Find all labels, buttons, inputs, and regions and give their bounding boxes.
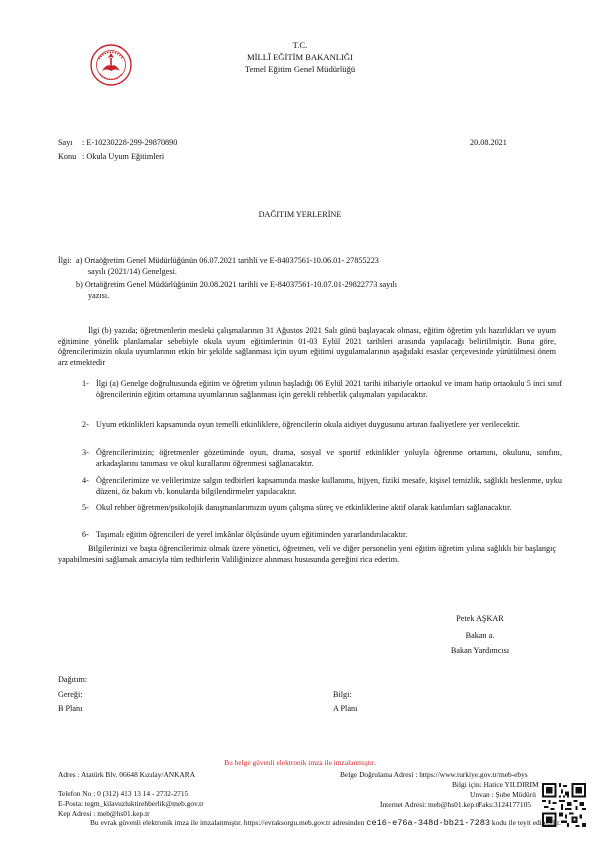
footer-address: Adres : Atatürk Blv. 06648 Kızılay/ANKARA (58, 770, 196, 779)
list-item-text: Öğrencilerimize ve velilerimize salgın tedbirleri kapsamında maske kullanımı, hijyen, fiziki mesafe, kişisel temizlik, sağlıklı beslenme, uyku düzeni, öz bakım vb. konularda bilgilendirmeler yapılacaktır. (96, 476, 562, 496)
header-directorate: Temel Eğitim Genel Müdürlüğü (244, 64, 356, 74)
ministry-seal-logo (90, 44, 132, 86)
sayi-value: : E-10230228-299-29870890 (82, 138, 178, 147)
ilgi-b-line2: yazısı. (88, 291, 110, 300)
konu-value: : Okula Uyum Eğitimleri (82, 152, 165, 161)
list-item-text: Okul rehber öğretmen/psikolojik danışmanlarımızın uyum çalışma süreç ve etkinliklerine aktif olarak katılımları sağlanacaktır. (96, 503, 512, 512)
distribution-title: Dağıtım: (58, 675, 88, 684)
verification-code: ce16-e76a-348d-bb21-7283 (366, 818, 491, 828)
footer-kep: Kep Adresi : meb@hs01.kep.tr (58, 809, 150, 818)
list-item-text: Öğrencilerimizin; öğretmenler gözetiminde oyun, drama, sosyal ve sportif etkinlikler yoluyla öğrenme ortamını, okulunu, sınıfını, arkadaşlarını tanıması ve okul kurallarını öğrenmesi sağlanacaktır. (96, 448, 562, 468)
list-item-text: Uyum etkinlikleri kapsamında oyun temelli etkinliklere, öğrencilerin okula aidiyet duygusunu artıran faaliyetlere yer verilecektir. (96, 420, 521, 429)
list-item-number: 5- (82, 503, 89, 512)
list-item-number: 2- (82, 420, 89, 429)
ilgi-a-line2: sayılı (2021/14) Genelgesi. (88, 267, 177, 276)
sayi-label: Sayı (58, 138, 73, 147)
ilgi-label: İlgi: (58, 256, 72, 265)
footer-verification-post: kodu ile teyit edilebilir. (491, 818, 561, 827)
konu-label: Konu (58, 152, 77, 161)
footer-unvan: Unvan : Şube Müdürü (470, 790, 536, 799)
footer-verify: Belge Doğrulama Adresi : https://www.turkiye.gov.tr/meb-ebys (340, 770, 528, 779)
header-tc: T.C. (292, 40, 308, 50)
footer-internet: İnternet Adresi: meb@hs01.kep.tr (380, 800, 481, 809)
signatory-proxy: Bakan a. (465, 631, 495, 640)
distribution-gereği-value: B Planı (58, 704, 83, 713)
distribution-gereği-label: Gereği: (58, 690, 83, 699)
sayi-row (58, 138, 177, 149)
list-item-text: İlgi (a) Genelge doğrultusunda eğitim ve öğretim yılının başladığı 06 Eylül 2021 tarihi itibariyle ortaokul ve imam hatip ortaokulu 5 inci sınıf öğrencilerinin eğitim ortamına uyumlarının sağlanması için gerekli rehberlik çalışmaları yapılacaktır. (96, 379, 562, 399)
footer-email: E-Posta: tegm_kilavuzluktirehberlik@meb.gov.tr (58, 799, 204, 808)
recipient-heading: DAĞITIM YERLERİNE (258, 210, 342, 219)
konu-row (58, 152, 164, 163)
list-item-number: 4- (82, 476, 89, 485)
footer-verification-pre: Bu evrak güvenli elektronik imza ile imzalanmıştır. https://evraksorgu.meb.gov.tr adresinden (90, 818, 365, 827)
header-ministry: MİLLÎ EĞİTİM BAKANLIĞI (247, 52, 353, 62)
ilgi-a-line1: a) Ortaöğretim Genel Müdürlüğünün 06.07.2021 tarihli ve E-84037561-10.06.01- 27855223 (76, 256, 379, 265)
body-paragraph-1: İlgi (b) yazıda; öğretmenlerin mesleki çalışmalarının 31 Ağustos 2021 Salı günü başlayacak olması, eğitim öğretim yılı hazırlıkları ve uyum eğitimine yönelik planlamalar sebebiyle okula uyum eğitimlerinin 01-03 Eylül 2021 tarihleri arasında yapılacağı belirtilmiştir. Buna göre, öğrencilerimizin okula uyumlarının etkin bir şekilde sağlanması için uyum eğitimi uygulamalarının aşağıdaki esaslar çerçevesinde yürütülmesi önem arz etmektedir (58, 326, 556, 367)
signatory-name: Petek AŞKAR (456, 614, 504, 623)
footer-info: Bilgi için: Hatice YILDIRIM (452, 780, 539, 789)
footer-fax: Faks:3124177105 (478, 800, 531, 809)
distribution-bilgi-value: A Planı (333, 704, 358, 713)
footer-phone: Telefon No : 0 (312) 413 13 14 - 2732-2715 (58, 789, 189, 798)
distribution-bilgi-label: Bilgi: (333, 690, 352, 699)
esign-notice: Bu belge güvenli elektronik imza ile imzalanmıştır. (224, 758, 376, 767)
signatory-title: Bakan Yardımcısı (450, 646, 510, 655)
body-paragraph-2: Bilgilerinizi ve başta öğrencilerimiz olmak üzere yönetici, öğretmen, veli ve diğer personelin yeni eğitim öğretim yılına sağlıklı bir başlangıç yapabilmesini sağlamak amacıyla tüm tedbirlerin Valiliğinizce alınması hususunda gereğini rica ederim. (58, 544, 556, 564)
ilgi-b-line1: b) Ortaöğretim Genel Müdürlüğünün 20.08.2021 tarihli ve E-84037561-10.07.01-29822773 sayılı (76, 280, 398, 289)
footer-verification-line (90, 818, 561, 829)
document-date: 20.08.2021 (470, 138, 507, 147)
list-item-text: Taşımalı eğitim öğrencileri de yerel imkânlar ölçüsünde uyum eğitiminden yararlandırılacaktır. (96, 530, 408, 539)
list-item-number: 1- (82, 379, 89, 388)
list-item-number: 6- (82, 530, 89, 539)
list-item-number: 3- (82, 448, 89, 457)
